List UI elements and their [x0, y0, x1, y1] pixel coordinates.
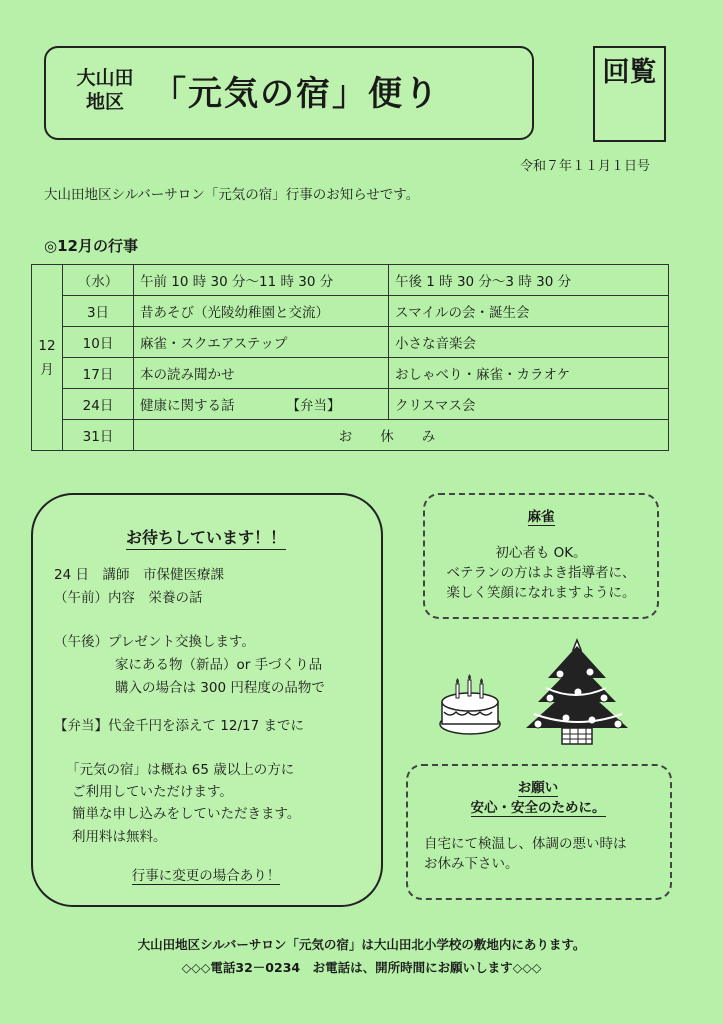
rest-cell	[134, 420, 669, 451]
waiting-line: 購入の場合は 300 円程度の品物で	[115, 680, 325, 696]
waiting-line: （午後）プレゼント交換します。	[54, 634, 255, 650]
request-line: お休み下さい。	[424, 856, 519, 872]
table-row	[32, 327, 669, 358]
waiting-line: 家にある物（新品）or 手づくり品	[115, 657, 323, 673]
table-row	[32, 358, 669, 389]
am-cell: 麻雀・スクエアステップ	[134, 327, 389, 358]
month-cell	[32, 265, 63, 451]
pm-cell: 小さな音楽会	[389, 327, 669, 358]
am-time-header: 午前 10 時 30 分～11 時 30 分	[134, 265, 389, 296]
birthday-cake-icon	[440, 674, 500, 734]
circulation-stamp: 回覧	[593, 46, 666, 142]
month-label: 12月	[38, 337, 56, 378]
request-title: お願い	[517, 780, 559, 796]
mahjong-line: ベテランの方はよき指導者に、	[446, 565, 636, 581]
bento-note: 【弁当】	[286, 398, 341, 414]
footer-phone: ◇◇◇電話32－0234 お電話は、開所時間にお願いします◇◇◇	[181, 960, 542, 975]
table-row	[32, 389, 669, 420]
waiting-line: 利用料は無料。	[72, 829, 167, 845]
request-subtitle: 安心・安全のために。	[470, 800, 606, 816]
table-row	[32, 265, 669, 296]
mahjong-line: 楽しく笑顔になれますように。	[446, 585, 636, 601]
am-cell: 本の読み聞かせ	[134, 358, 389, 389]
request-line: 自宅にて検温し、体調の悪い時は	[424, 836, 627, 852]
issue-date: 令和７年１１月１日号	[520, 159, 651, 174]
day-cell: 24日	[63, 389, 134, 420]
waiting-line: 簡単な申し込みをしていただきます。	[72, 806, 301, 822]
waiting-title: お待ちしています！！	[31, 525, 381, 548]
rest-text: お休み	[338, 429, 464, 445]
am-cell-text: 健康に関する話	[140, 398, 235, 414]
pm-cell: スマイルの会・誕生会	[389, 296, 669, 327]
schedule-table	[31, 264, 669, 451]
waiting-line: 「元気の宿」は概ね 65 歳以上の方に	[66, 762, 295, 778]
schedule-title: ◎12月の行事	[44, 237, 138, 255]
christmas-tree-icon	[526, 640, 628, 744]
mahjong-line: 初心者も OK。	[495, 545, 587, 561]
footer-location: 大山田地区シルバーサロン「元気の宿」は大山田北小学校の敷地内にあります。	[137, 937, 586, 952]
am-cell: 昔あそび（光陵幼稚園と交流）	[134, 296, 389, 327]
day-cell: 31日	[63, 420, 134, 451]
mahjong-title: 麻雀	[527, 509, 555, 525]
change-note: 行事に変更の場合あり！	[131, 868, 281, 884]
pm-cell: クリスマス会	[389, 389, 669, 420]
waiting-line: 24 日 講師 市保健医療課	[54, 567, 224, 583]
pm-cell: おしゃべり・麻雀・カラオケ	[389, 358, 669, 389]
intro-text: 大山田地区シルバーサロン「元気の宿」行事のお知らせです。	[44, 187, 420, 203]
am-cell	[134, 389, 389, 420]
day-cell: 17日	[63, 358, 134, 389]
weekday-header: （水）	[63, 265, 134, 296]
district-label: 大山田地区	[76, 67, 134, 113]
pm-time-header: 午後 1 時 30 分～3 時 30 分	[389, 265, 669, 296]
day-cell: 10日	[63, 327, 134, 358]
waiting-line: 【弁当】代金千円を添えて 12/17 までに	[54, 718, 304, 734]
table-row	[32, 296, 669, 327]
waiting-line: （午前）内容 栄養の話	[54, 590, 203, 606]
christmas-illustration	[438, 628, 642, 752]
table-row	[32, 420, 669, 451]
waiting-line: ご利用していただけます。	[72, 784, 233, 800]
day-cell: 3日	[63, 296, 134, 327]
newsletter-title: 「元気の宿」便り	[152, 74, 440, 114]
